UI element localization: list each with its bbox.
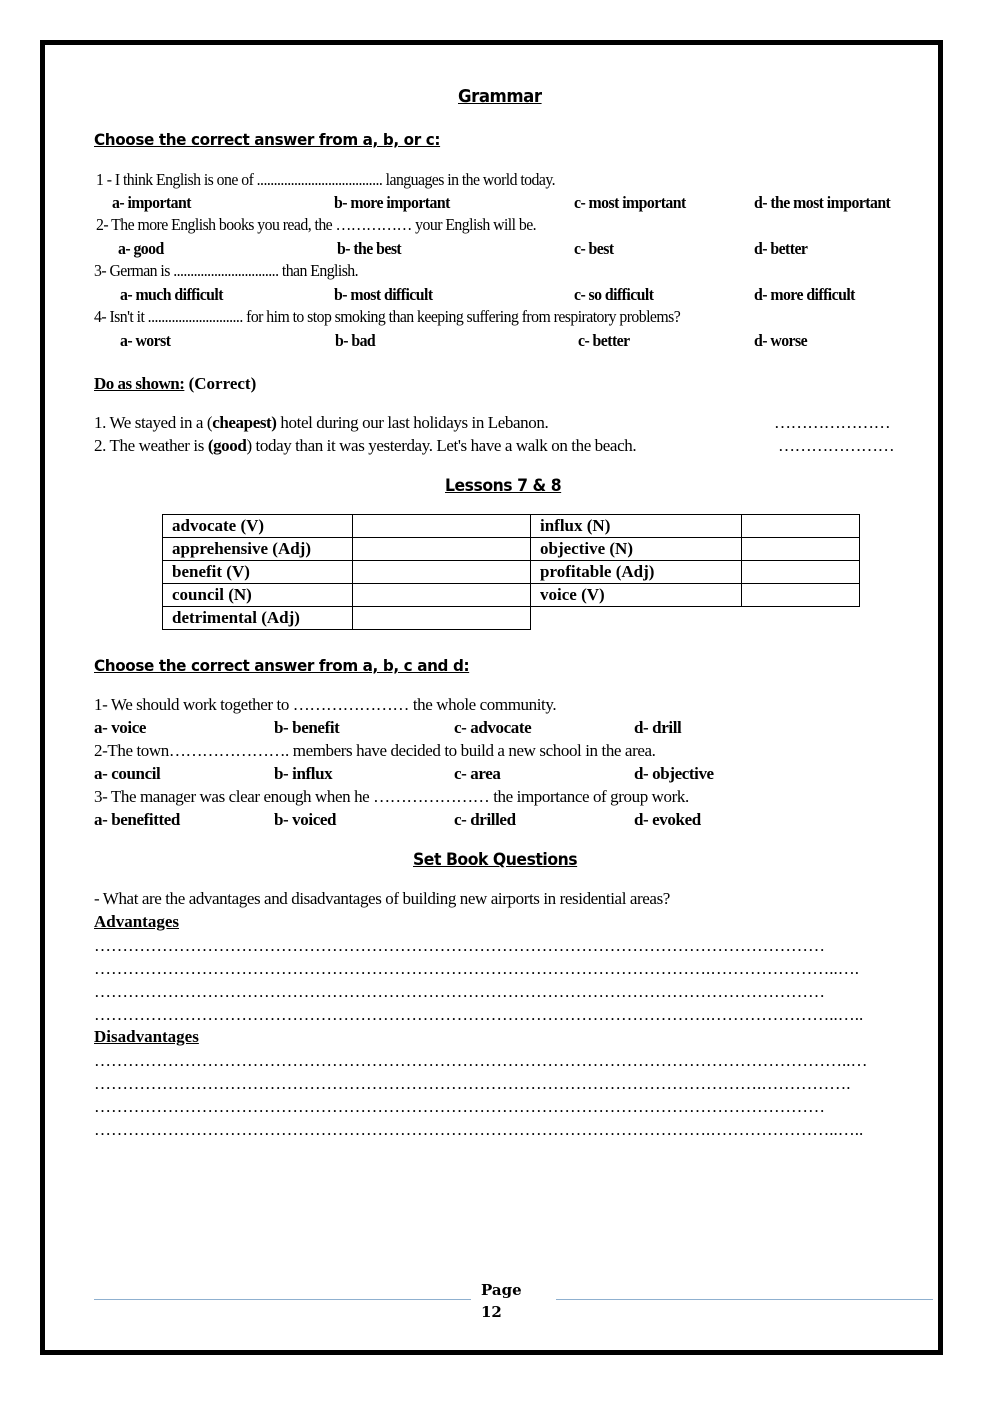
footer-divider-left — [94, 1299, 471, 1300]
option-d: d- the most important — [754, 193, 891, 212]
option-a: a- council — [94, 764, 161, 783]
table-row — [163, 515, 860, 538]
answer-line[interactable]: ……………………………………………………………………………………………….…………………..….. — [94, 1005, 864, 1024]
vocab-word: benefit (V) — [163, 561, 353, 584]
table-row — [163, 538, 860, 561]
option-b: b- the best — [337, 239, 402, 258]
vocabulary-table — [162, 514, 860, 630]
vocab-word: advocate (V) — [163, 515, 353, 538]
option-a: a- important — [112, 193, 191, 212]
vocab-word: voice (V) — [531, 584, 742, 607]
footer-divider-right — [556, 1299, 933, 1300]
vocab-answer-cell[interactable] — [742, 584, 860, 607]
advantages-label: Advantages — [94, 912, 180, 931]
answer-line[interactable]: ………………………………………………………………………………………………………………… — [94, 936, 825, 955]
answer-line[interactable]: ……………………………………………………………………………………………….…………………..….. — [94, 1120, 864, 1139]
footer-page-label: Page — [481, 1281, 522, 1299]
vocab-answer-cell[interactable] — [353, 515, 531, 538]
option-b: b- more important — [334, 193, 450, 212]
answer-line[interactable]: ……………………………………………………………………………………………………………………..… — [94, 1051, 868, 1070]
vocab-word: objective (N) — [531, 538, 742, 561]
option-b: b- bad — [335, 331, 376, 350]
set-book-question: - What are the advantages and disadvantages of building new airports in residential areas? — [94, 889, 670, 908]
correction-text: 1. We stayed in a ( — [94, 413, 213, 432]
correction-text: 2. The weather is — [94, 436, 208, 455]
vocab-answer-cell[interactable] — [742, 515, 860, 538]
correction-item — [94, 413, 548, 433]
option-d: d- evoked — [634, 810, 701, 829]
option-a: a- voice — [94, 718, 147, 737]
option-c: c- area — [454, 764, 501, 783]
vocab-answer-cell[interactable] — [353, 538, 531, 561]
option-c: c- drilled — [454, 810, 516, 829]
question-text: 2- The more English books you read, the …………… your English will be. — [96, 215, 537, 234]
question-text: 4- Isn't it ............................ for him to stop smoking than keeping suffering from respiratory problems? — [94, 307, 681, 326]
option-d: d- objective — [634, 764, 714, 783]
answer-line[interactable]: ………………………………………………………………………………………………………………… — [94, 1097, 825, 1116]
footer-page-number: 12 — [481, 1303, 502, 1321]
vocab-word: influx (N) — [531, 515, 742, 538]
question-text: 3- German is ............................... than English. — [94, 261, 359, 280]
option-c: c- advocate — [454, 718, 532, 737]
do-as-shown-instruction: (Correct) — [184, 374, 257, 393]
page-title: Grammar — [458, 86, 542, 107]
section-heading-choose-abcd: Choose the correct answer from a, b, c and d: — [94, 656, 470, 675]
option-a: a- benefitted — [94, 810, 180, 829]
table-row — [163, 584, 860, 607]
vocab-answer-cell[interactable] — [742, 561, 860, 584]
correction-text: ) today than it was yesterday. Let's have a walk on the beach. — [246, 436, 637, 455]
do-as-shown-heading — [94, 374, 256, 394]
vocab-answer-cell[interactable] — [353, 561, 531, 584]
option-a: a- good — [118, 239, 164, 258]
disadvantages-label: Disadvantages — [94, 1027, 199, 1046]
option-d: d- better — [754, 239, 808, 258]
vocab-answer-cell[interactable] — [742, 538, 860, 561]
do-as-shown-label: Do as shown: — [94, 374, 185, 393]
vocab-answer-cell[interactable] — [353, 607, 531, 630]
option-c: c- best — [574, 239, 614, 258]
option-c: c- so difficult — [574, 285, 654, 304]
question-text: 2-The town…………………. members have decided to build a new school in the area. — [94, 741, 656, 760]
answer-line[interactable]: ………………………………………………………………………………………………………………… — [94, 982, 825, 1001]
correction-target-word: cheapest) — [212, 413, 277, 432]
question-text: 3- The manager was clear enough when he ………………… the importance of group work. — [94, 787, 689, 806]
vocab-answer-cell[interactable] — [353, 584, 531, 607]
option-b: b- most difficult — [334, 285, 433, 304]
option-a: a- worst — [120, 331, 171, 350]
option-c: c- better — [578, 331, 630, 350]
correction-text: hotel during our last holidays in Lebanon. — [276, 413, 549, 432]
correction-target-word: (good — [207, 436, 247, 455]
option-b: b- benefit — [274, 718, 340, 737]
option-d: d- more difficult — [754, 285, 855, 304]
question-text: 1- We should work together to ………………… the whole community. — [94, 695, 557, 714]
option-b: b- influx — [274, 764, 333, 783]
question-text: 1 - I think English is one of ..................................... languages in the world today. — [96, 170, 556, 189]
vocab-word: profitable (Adj) — [531, 561, 742, 584]
table-row — [163, 561, 860, 584]
set-book-heading: Set Book Questions — [413, 850, 578, 870]
option-b: b- voiced — [274, 810, 337, 829]
answer-blank[interactable]: ………………… — [774, 413, 891, 432]
lessons-heading: Lessons 7 & 8 — [445, 476, 562, 496]
vocab-word: council (N) — [163, 584, 353, 607]
table-row — [163, 607, 860, 630]
option-d: d- worse — [754, 331, 808, 350]
vocab-word: detrimental (Adj) — [163, 607, 353, 630]
answer-blank[interactable]: ………………… — [778, 436, 895, 455]
correction-item — [94, 436, 636, 456]
section-heading-choose-abc: Choose the correct answer from a, b, or c: — [94, 130, 441, 149]
option-a: a- much difficult — [120, 285, 223, 304]
vocab-word: apprehensive (Adj) — [163, 538, 353, 561]
answer-line[interactable]: ……………………………………………………………………………………………….…………………..…. — [94, 959, 859, 978]
answer-line[interactable]: ……………………………………………………………………………………………………….……………. — [94, 1074, 851, 1093]
option-d: d- drill — [634, 718, 682, 737]
option-c: c- most important — [574, 193, 686, 212]
